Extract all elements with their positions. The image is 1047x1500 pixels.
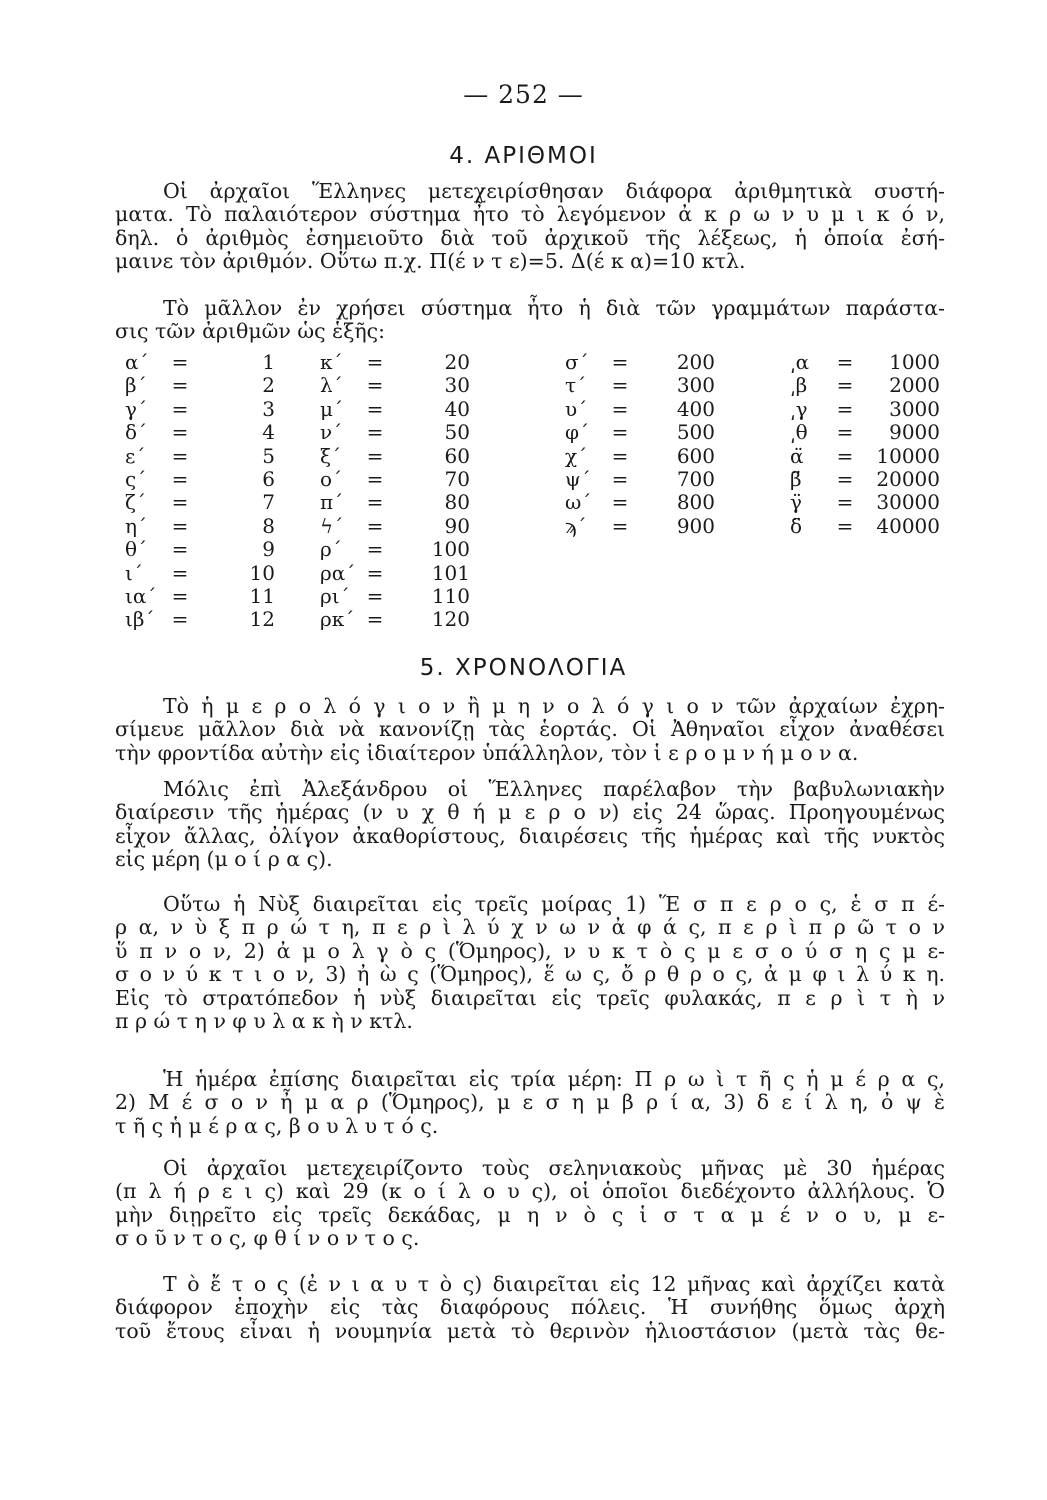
numeral-value: 20 — [444, 350, 470, 374]
equals-sign: = — [171, 443, 189, 468]
numeral-symbol: ια΄ — [125, 583, 157, 608]
numeral-symbol: π΄ — [320, 490, 344, 515]
section-5-paragraph-2 — [115, 778, 945, 872]
equals-sign: = — [611, 420, 629, 445]
numeral-symbol: ϡ΄ — [565, 513, 587, 538]
text-line: σ ο ῦ ν τ ο ς, φ θ ί ν ο ν τ ο ς. — [115, 1226, 420, 1251]
numeral-row — [125, 562, 275, 585]
numeral-row — [320, 374, 470, 397]
numeral-row — [125, 421, 275, 444]
equals-sign: = — [366, 560, 384, 585]
numeral-value: 30000 — [876, 490, 940, 515]
numeral-symbol: θ΄ — [125, 537, 148, 562]
numeral-row — [320, 421, 470, 444]
equals-sign: = — [611, 373, 629, 398]
numeral-row — [565, 491, 715, 514]
numeral-row — [320, 585, 470, 608]
equals-sign: = — [171, 396, 189, 421]
equals-sign: = — [836, 466, 854, 491]
numeral-value: 110 — [431, 583, 470, 608]
numeral-row — [320, 608, 470, 631]
numeral-symbol: ͵γ — [790, 396, 808, 421]
text-line: ρ α, ν ὺ ξ π ρ ώ τ η, π ε ρ ὶ λ ύ χ ν ω ν ἀ φ ά ς, π ε ρ ὶ π ρ ῶ τ ο ν — [115, 915, 945, 940]
text-line: Εἰς τὸ στρατόπεδον ἡ νὺξ διαιρεῖται εἰς τρεῖς φυλακάς, π ε ρ ὶ τ ὴ ν — [115, 985, 945, 1010]
numerals-column-tens — [320, 351, 470, 632]
numeral-symbol: ιβ΄ — [125, 607, 155, 632]
numeral-row — [565, 445, 715, 468]
equals-sign: = — [171, 490, 189, 515]
numeral-value: 700 — [676, 466, 715, 491]
numeral-row — [125, 351, 275, 374]
numeral-row — [125, 515, 275, 538]
equals-sign: = — [836, 490, 854, 515]
numeral-row — [565, 374, 715, 397]
equals-sign: = — [171, 560, 189, 585]
numeral-value: 7 — [262, 490, 275, 515]
equals-sign: = — [836, 350, 854, 374]
numeral-row — [565, 351, 715, 374]
numeral-row — [790, 445, 940, 468]
equals-sign: = — [366, 396, 384, 421]
numeral-symbol: δ΄ — [125, 420, 148, 445]
numeral-symbol: α΄ — [125, 350, 149, 374]
numeral-value: 5 — [262, 443, 275, 468]
equals-sign: = — [836, 373, 854, 398]
equals-sign: = — [171, 420, 189, 445]
numeral-value: 20000 — [876, 466, 940, 491]
numeral-symbol: ͵β — [790, 373, 808, 398]
numeral-symbol: δ̈ — [790, 513, 803, 538]
equals-sign: = — [836, 420, 854, 445]
numeral-value: 8 — [262, 513, 275, 538]
equals-sign: = — [171, 537, 189, 562]
numeral-value: 70 — [444, 466, 470, 491]
numeral-value: 90 — [444, 513, 470, 538]
numeral-value: 1000 — [889, 350, 940, 374]
numeral-row — [320, 351, 470, 374]
numeral-symbol: ω΄ — [565, 490, 592, 515]
equals-sign: = — [366, 513, 384, 538]
equals-sign: = — [611, 443, 629, 468]
numeral-value: 9 — [262, 537, 275, 562]
numeral-row — [565, 468, 715, 491]
equals-sign: = — [366, 607, 384, 632]
numeral-value: 40000 — [876, 513, 940, 538]
numeral-symbol: γ΄ — [125, 396, 147, 421]
equals-sign: = — [836, 513, 854, 538]
numeral-symbol: α̈ — [790, 443, 804, 468]
numeral-value: 100 — [431, 537, 470, 562]
section-5-paragraph-4 — [115, 1068, 945, 1138]
numeral-symbol: ϟ΄ — [320, 513, 344, 538]
text-line: διαίρεσιν τῆς ἡμέρας (ν υ χ θ ή μ ε ρ ο ν) εἰς 24 ὥρας. Προηγουμένως — [115, 800, 945, 825]
greek-numerals-table — [115, 351, 945, 633]
numeral-symbol: ρι΄ — [320, 583, 350, 608]
numeral-value: 600 — [676, 443, 715, 468]
equals-sign: = — [366, 350, 384, 374]
equals-sign: = — [611, 396, 629, 421]
numeral-value: 11 — [249, 583, 275, 608]
section-5-paragraph-5 — [115, 1157, 945, 1251]
numeral-symbol: υ΄ — [565, 396, 588, 421]
equals-sign: = — [611, 490, 629, 515]
text-line: Τὸ μᾶλλον ἐν χρήσει σύστημα ἦτο ἡ διὰ τῶν γραμμάτων παράστα- — [163, 296, 945, 320]
equals-sign: = — [366, 443, 384, 468]
numeral-row — [790, 421, 940, 444]
numeral-value: 2000 — [889, 373, 940, 398]
text-line: εἶχον ἄλλας, ὀλίγον ἀκαθορίστους, διαιρέσεις τῆς ἡμέρας καὶ τῆς νυκτὸς — [115, 823, 945, 848]
numeral-symbol: β΄ — [125, 373, 147, 398]
numeral-value: 30 — [444, 373, 470, 398]
numeral-value: 500 — [676, 420, 715, 445]
numeral-value: 12 — [249, 607, 275, 632]
numeral-row — [125, 538, 275, 561]
text-line: π ρ ώ τ η ν φ υ λ α κ ὴ ν κτλ. — [115, 1009, 413, 1034]
numeral-value: 10 — [249, 560, 275, 585]
text-line: (π λ ή ρ ε ι ς) καὶ 29 (κ ο ί λ ο υ ς), οἱ ὁποῖοι διεδέχοντο ἀλλήλους. Ὁ — [115, 1179, 945, 1204]
numeral-symbol: β̈ — [790, 466, 802, 491]
numeral-symbol: γ̈ — [790, 490, 802, 515]
equals-sign: = — [611, 466, 629, 491]
numeral-symbol: ͵α — [790, 350, 810, 374]
section-5-paragraph-3 — [115, 893, 945, 1033]
numeral-value: 6 — [262, 466, 275, 491]
numeral-row — [125, 445, 275, 468]
equals-sign: = — [171, 513, 189, 538]
numeral-row — [320, 538, 470, 561]
equals-sign: = — [171, 466, 189, 491]
text-line: ὕ π ν ο ν, 2) ἀ μ ο λ γ ὸ ς (Ὅμηρος), ν υ κ τ ὸ ς μ ε σ ο ύ σ η ς μ ε- — [115, 938, 945, 963]
numeral-row — [125, 398, 275, 421]
numeral-value: 101 — [431, 560, 470, 585]
numeral-value: 1 — [262, 350, 275, 374]
numeral-row — [565, 398, 715, 421]
numeral-symbol: ο΄ — [320, 466, 343, 491]
equals-sign: = — [366, 490, 384, 515]
text-line: σίμευε μᾶλλον διὰ νὰ κανονίζῃ τὰς ἑορτάς. Οἱ Ἀθηναῖοι εἶχον ἀναθέσει — [115, 717, 945, 742]
text-line: μαινε τὸν ἀριθμόν. Οὕτω π.χ. Π(έ ν τ ε)=5. Δ(έ κ α)=10 κτλ. — [115, 249, 746, 274]
text-line: δηλ. ὁ ἀριθμὸς ἐσημειοῦτο διὰ τοῦ ἀρχικοῦ τῆς λέξεως, ἡ ὁποία ἐσή- — [115, 225, 945, 250]
numeral-symbol: χ΄ — [565, 443, 588, 468]
equals-sign: = — [171, 373, 189, 398]
numeral-symbol: ς΄ — [125, 466, 147, 491]
numeral-row — [790, 374, 940, 397]
section-5-paragraph-6 — [115, 1273, 945, 1343]
numeral-value: 80 — [444, 490, 470, 515]
numeral-symbol: σ΄ — [565, 350, 589, 374]
numeral-row — [125, 585, 275, 608]
numeral-symbol: ν΄ — [320, 420, 343, 445]
numeral-value: 60 — [444, 443, 470, 468]
numeral-value: 400 — [676, 396, 715, 421]
numeral-symbol: λ΄ — [320, 373, 343, 398]
numerals-column-thousands — [790, 351, 940, 538]
numeral-value: 4 — [262, 420, 275, 445]
numeral-symbol: ι΄ — [125, 560, 143, 585]
numeral-symbol: ρα΄ — [320, 560, 356, 585]
numeral-value: 3000 — [889, 396, 940, 421]
equals-sign: = — [171, 350, 189, 374]
numeral-row — [125, 468, 275, 491]
text-line: τ ῆ ς ἡ μ έ ρ α ς, β ο υ λ υ τ ό ς. — [115, 1113, 439, 1138]
text-line: σις τῶν ἀριθμῶν ὡς ἑξῆς: — [115, 319, 386, 344]
text-line: Οἱ ἀρχαῖοι μετεχειρίζοντο τοὺς σεληνιακοὺς μῆνας μὲ 30 ἡμέρας — [163, 1156, 945, 1180]
numeral-row — [790, 515, 940, 538]
numeral-row — [125, 491, 275, 514]
equals-sign: = — [171, 583, 189, 608]
section-4-paragraph-1 — [115, 180, 945, 274]
numeral-symbol: φ΄ — [565, 420, 590, 445]
numeral-value: 50 — [444, 420, 470, 445]
equals-sign: = — [611, 350, 629, 374]
numeral-row — [320, 398, 470, 421]
numeral-value: 40 — [444, 396, 470, 421]
numeral-symbol: ψ΄ — [565, 466, 591, 491]
equals-sign: = — [836, 443, 854, 468]
text-line: Οὕτω ἡ Νὺξ διαιρεῖται εἰς τρεῖς μοίρας 1) Ἕ σ π ε ρ ο ς, ἑ σ π έ- — [163, 892, 945, 916]
numeral-value: 300 — [676, 373, 715, 398]
numeral-row — [320, 468, 470, 491]
equals-sign: = — [366, 420, 384, 445]
section-5-heading: 5. ΧΡΟΝΟΛΟΓΙΑ — [419, 655, 628, 681]
numeral-row — [320, 445, 470, 468]
text-line: Τ ὸ ἔ τ ο ς (ἐ ν ι α υ τ ὸ ς) διαιρεῖται εἰς 12 μῆνας καὶ ἀρχίζει κατὰ — [163, 1272, 945, 1296]
text-line: μὴν διῃρεῖτο εἰς τρεῖς δεκάδας, μ η ν ὸ ς ἱ σ τ α μ έ ν ο υ, μ ε- — [115, 1202, 945, 1227]
numeral-row — [125, 608, 275, 631]
numeral-value: 900 — [676, 513, 715, 538]
equals-sign: = — [171, 607, 189, 632]
text-line: Ἡ ἡμέρα ἐπίσης διαιρεῖται εἰς τρία μέρη: Π ρ ω ὶ τ ῆ ς ἡ μ έ ρ α ς, — [163, 1067, 945, 1091]
numeral-value: 10000 — [876, 443, 940, 468]
numeral-symbol: ε΄ — [125, 443, 146, 468]
numeral-symbol: ͵θ — [790, 420, 808, 445]
numeral-value: 200 — [676, 350, 715, 374]
numeral-row — [320, 515, 470, 538]
numeral-symbol: ζ΄ — [125, 490, 146, 515]
numeral-symbol: μ΄ — [320, 396, 343, 421]
numeral-symbol: κ΄ — [320, 350, 343, 374]
section-5-paragraph-1 — [115, 695, 945, 765]
numeral-row — [125, 374, 275, 397]
numeral-row — [790, 491, 940, 514]
section-4-paragraph-2 — [115, 297, 945, 344]
numeral-symbol: τ΄ — [565, 373, 587, 398]
numeral-symbol: ρκ΄ — [320, 607, 355, 632]
numeral-row — [790, 468, 940, 491]
numerals-column-units — [125, 351, 275, 632]
text-line: διάφορον ἐποχὴν εἰς τὰς διαφόρους πόλεις. Ἡ συνήθης ὅμως ἀρχὴ — [115, 1295, 945, 1320]
numeral-value: 800 — [676, 490, 715, 515]
numeral-value: 120 — [431, 607, 470, 632]
numeral-symbol: η΄ — [125, 513, 147, 538]
numeral-row — [320, 491, 470, 514]
numeral-row — [320, 562, 470, 585]
text-line: εἰς μέρη (μ ο ί ρ α ς). — [115, 847, 333, 872]
equals-sign: = — [366, 537, 384, 562]
numeral-value: 9000 — [889, 420, 940, 445]
text-line: Τὸ ἡ μ ε ρ ο λ ό γ ι ο ν ἢ μ η ν ο λ ό γ ι ο ν τῶν ἀρχαίων ἐχρη- — [163, 694, 945, 718]
text-line: Οἱ ἀρχαῖοι Ἕλληνες μετεχειρίσθησαν διάφορα ἀριθμητικὰ συστή- — [163, 179, 945, 203]
equals-sign: = — [366, 373, 384, 398]
numeral-row — [565, 421, 715, 444]
equals-sign: = — [366, 466, 384, 491]
section-4-heading: 4. ΑΡΙΘΜΟΙ — [449, 143, 598, 169]
numeral-row — [790, 398, 940, 421]
equals-sign: = — [836, 396, 854, 421]
numeral-row — [565, 515, 715, 538]
numeral-row — [790, 351, 940, 374]
page-number: — 252 — — [463, 80, 584, 109]
numeral-symbol: ξ΄ — [320, 443, 342, 468]
equals-sign: = — [366, 583, 384, 608]
text-line: σ ο ν ύ κ τ ι ο ν, 3) ἠ ὼ ς (Ὅμηρος), ἕ ω ς, ὄ ρ θ ρ ο ς, ἀ μ φ ι λ ύ κ η. — [115, 962, 945, 987]
text-line: 2) Μ έ σ ο ν ἦ μ α ρ (Ὅμηρος), μ ε σ η μ β ρ ί α, 3) δ ε ί λ η, ὀ ψ ὲ — [115, 1090, 945, 1115]
text-line: Μόλις ἐπὶ Ἀλεξάνδρου οἱ Ἕλληνες παρέλαβον τὴν βαβυλωνιακὴν — [163, 777, 945, 801]
numeral-value: 2 — [262, 373, 275, 398]
equals-sign: = — [611, 513, 629, 538]
text-line: τοῦ ἔτους εἶναι ἡ νουμηνία μετὰ τὸ θερινὸν ἡλιοστάσιον (μετὰ τὰς θε- — [115, 1318, 945, 1343]
numeral-symbol: ρ΄ — [320, 537, 342, 562]
numeral-value: 3 — [262, 396, 275, 421]
text-line: ματα. Τὸ παλαιότερον σύστημα ἦτο τὸ λεγόμενον ἀ κ ρ ω ν υ μ ι κ ό ν, — [115, 202, 945, 227]
text-line: τὴν φροντίδα αὐτὴν εἰς ἰδιαίτερον ὑπάλληλον, τὸν ἱ ε ρ ο μ ν ή μ ο ν α. — [115, 740, 859, 765]
numerals-column-hundreds — [565, 351, 715, 538]
